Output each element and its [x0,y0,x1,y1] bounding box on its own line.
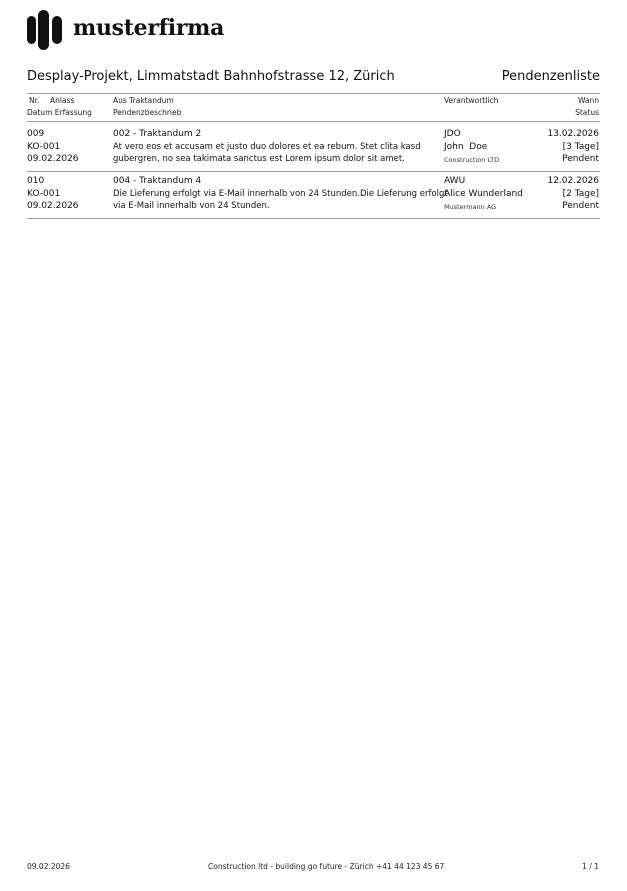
row-beschrieb-line1: At vero eos et accusam et justo duo dolores et ea rebum. Stet clita kasd [113,142,421,152]
logo-bars-icon [27,10,65,50]
page-number: 1 / 1 [582,862,599,871]
row-firma: Mustermann AG [444,203,497,211]
divider [27,121,600,122]
footer-company: Construction ltd - building go future - Zürich +41 44 123 45 67 [208,862,445,871]
row-wann: 12.02.2026 [547,176,599,186]
project-title: Desplay-Projekt, Limmatstadt Bahnhofstrasse 12, Zürich [27,69,395,84]
row-person: Alice Wunderland [444,189,523,199]
row-kuerzel: JDO [444,129,461,139]
row-firma: Construction LTD [444,156,500,164]
document-type: Pendenzenliste [501,69,600,84]
row-nr: 010 [27,176,45,186]
col-anlass: Anlass [50,96,75,105]
row-anlass: KO-001 [27,142,61,152]
divider [27,218,600,219]
row-beschrieb-line2: via E-Mail innerhalb von 24 Stunden. [113,201,270,211]
col-status: Status [575,108,599,117]
col-datum-erfassung: Datum Erfassung [27,108,92,117]
col-wann: Wann [577,96,599,105]
divider [27,93,600,94]
row-tage: [3 Tage] [562,142,599,152]
row-anlass: KO-001 [27,189,61,199]
row-beschrieb-line2: gubergren, no sea takimata sanctus est Lorem ipsum dolor sit amet. [113,154,405,164]
row-nr: 009 [27,129,45,139]
col-pendenzbeschrieb: Pendenzbeschrieb [113,108,182,117]
col-nr: Nr. [29,96,40,105]
divider [27,171,600,172]
col-verantwortlich: Verantwortlich [444,96,499,105]
row-person: John Doe [444,142,488,152]
row-datum: 09.02.2026 [27,154,79,164]
row-kuerzel: AWU [444,176,466,186]
company-logo [27,10,225,50]
row-status: Pendent [562,201,599,211]
row-status: Pendent [562,154,599,164]
row-wann: 13.02.2026 [547,129,599,139]
row-beschrieb-line1: Die Lieferung erfolgt via E-Mail innerhalb von 24 Stunden.Die Lieferung erfolgt [113,189,448,199]
col-aus-traktandum: Aus Traktandum [113,96,174,105]
footer-date: 09.02.2026 [27,862,70,871]
row-tage: [2 Tage] [562,189,599,199]
row-traktandum: 002 - Traktandum 2 [113,129,202,139]
row-traktandum: 004 - Traktandum 4 [113,176,202,186]
row-datum: 09.02.2026 [27,201,79,211]
brand-name: musterfirma [73,15,225,41]
document-title-row [27,69,600,87]
